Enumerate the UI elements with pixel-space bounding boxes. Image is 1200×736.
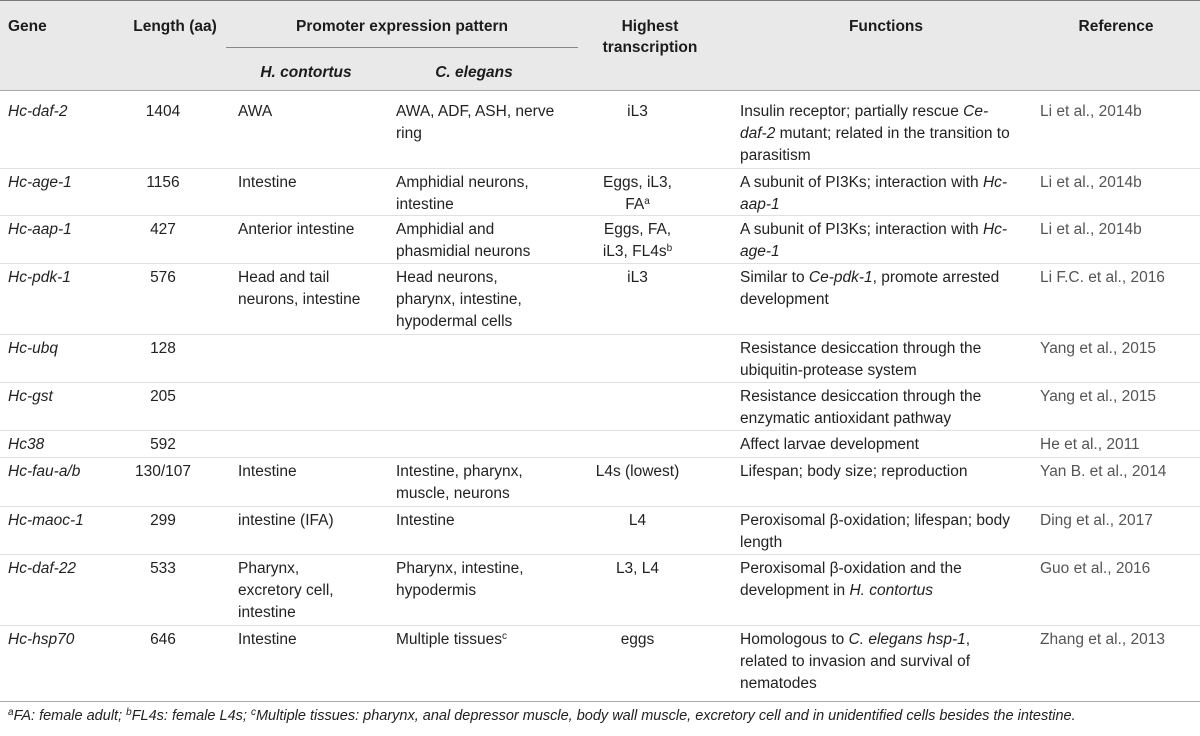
cell-transcription: Eggs, iL3, $FA^a$: [603, 174, 672, 213]
col-header-length: Length (aa): [133, 18, 217, 35]
cell-length: 130/107: [134, 463, 192, 480]
col-header-functions: Functions: [848, 18, 924, 35]
cell-hcontortus: Pharynx, excretory cell, intestine: [238, 560, 334, 621]
cell-hcontortus: Intestine: [238, 631, 297, 648]
cell-reference: Li et al., 2014b: [1040, 103, 1142, 120]
cell-function: Peroxisomal β-oxidation; lifespan; body length: [740, 512, 1010, 551]
cell-transcription: Eggs, FA, iL3, $FL4s^b$: [602, 221, 673, 260]
cell-transcription: L3, L4: [615, 560, 660, 577]
cell-gene: Hc-aap-1: [8, 221, 72, 238]
cell-reference: Yan B. et al., 2014: [1040, 463, 1167, 480]
cell-gene: Hc-pdk-1: [8, 269, 71, 286]
cell-function: Affect larvae development: [740, 436, 919, 453]
row-divider: [0, 168, 1200, 169]
row-divider: [0, 430, 1200, 431]
cell-reference: Ding et al., 2017: [1040, 512, 1153, 529]
cell-hcontortus: intestine (IFA): [238, 512, 334, 529]
cell-hcontortus: AWA: [238, 103, 273, 120]
table-footnote: $^a$FA: female adult; $^b$FL4s: female L4s; $^c$Multiple tissues: pharynx, anal depressor muscle, body wall muscle, excretory cell and in unidentified cells besides the intestine.: [8, 707, 1076, 724]
cell-length: 427: [150, 221, 176, 238]
cell-celegans: Intestine, pharynx, muscle, neurons: [396, 463, 523, 502]
row-divider: [0, 334, 1200, 335]
cell-function: Lifespan; body size; reproduction: [740, 463, 968, 480]
row-divider: [0, 554, 1200, 555]
cell-celegans: AWA, ADF, ASH, nerve ring: [396, 103, 555, 142]
cell-function: Resistance desiccation through the enzymatic antioxidant pathway: [740, 388, 982, 427]
row-divider: [0, 215, 1200, 216]
cell-reference: Zhang et al., 2013: [1040, 631, 1165, 648]
cell-hcontortus: Intestine: [238, 174, 297, 191]
cell-gene: Hc38: [8, 436, 45, 453]
cell-function: Similar to Ce-pdk-1, promote arrested development: [740, 269, 1000, 308]
cell-hcontortus: Intestine: [238, 463, 297, 480]
promoter-subheader-rule: [226, 47, 578, 48]
col-header-hcontortus: H. contortus: [260, 64, 352, 81]
cell-function: A subunit of PI3Ks; interaction with Hc-aap-1: [740, 174, 1008, 213]
cell-reference: Yang et al., 2015: [1040, 340, 1157, 357]
cell-celegans: Amphidial neurons, intestine: [396, 174, 529, 213]
cell-transcription: L4: [628, 512, 647, 529]
cell-length: 205: [150, 388, 176, 405]
top-rule: [0, 0, 1200, 1]
cell-function: Peroxisomal β-oxidation and the development in H. contortus: [740, 560, 962, 599]
cell-transcription: eggs: [620, 631, 655, 648]
cell-celegans: Head neurons, pharynx, intestine, hypodermal cells: [396, 269, 522, 330]
row-divider: [0, 625, 1200, 626]
cell-transcription: iL3: [627, 103, 648, 120]
cell-celegans: Amphidial and phasmidial neurons: [396, 221, 531, 260]
cell-celegans: Multiple tissues$^c$: [396, 631, 507, 648]
cell-gene: Hc-gst: [8, 388, 53, 405]
cell-reference: Li F.C. et al., 2016: [1040, 269, 1165, 286]
cell-reference: He et al., 2011: [1040, 436, 1140, 453]
cell-celegans: Pharynx, intestine, hypodermis: [396, 560, 524, 599]
cell-transcription: L4s (lowest): [595, 463, 680, 480]
cell-gene: Hc-fau-a/b: [8, 463, 81, 480]
col-header-promoter: Promoter expression pattern: [296, 18, 508, 35]
cell-reference: Li et al., 2014b: [1040, 221, 1142, 238]
header-rule: [0, 90, 1200, 91]
cell-hcontortus: Anterior intestine: [238, 221, 355, 238]
cell-reference: Yang et al., 2015: [1040, 388, 1157, 405]
cell-gene: Hc-daf-22: [8, 560, 77, 577]
col-header-celegans: C. elegans: [435, 64, 513, 81]
cell-gene: Hc-hsp70: [8, 631, 75, 648]
cell-length: 299: [150, 512, 176, 529]
cell-length: 533: [150, 560, 176, 577]
col-header-gene: Gene: [8, 18, 47, 35]
cell-celegans: Intestine: [396, 512, 455, 529]
cell-length: 1404: [145, 103, 181, 120]
cell-length: 128: [150, 340, 176, 357]
cell-reference: Li et al., 2014b: [1040, 174, 1142, 191]
cell-transcription: iL3: [627, 269, 648, 286]
cell-length: 1156: [146, 174, 180, 191]
cell-gene: Hc-ubq: [8, 340, 58, 357]
cell-gene: Hc-age-1: [8, 174, 72, 191]
cell-function: A subunit of PI3Ks; interaction with Hc-age-1: [740, 221, 1008, 260]
row-divider: [0, 382, 1200, 383]
cell-length: 592: [150, 436, 176, 453]
cell-reference: Guo et al., 2016: [1040, 560, 1151, 577]
cell-gene: Hc-maoc-1: [8, 512, 84, 529]
cell-function: Resistance desiccation through the ubiquitin-protease system: [740, 340, 982, 379]
col-header-highest-transcription: Highest transcription: [602, 18, 698, 56]
bottom-rule: [0, 701, 1200, 702]
cell-function: Homologous to C. elegans hsp-1, related to invasion and survival of nematodes: [740, 631, 971, 692]
cell-hcontortus: Head and tail neurons, intestine: [238, 269, 361, 308]
cell-length: 576: [150, 269, 176, 286]
row-divider: [0, 457, 1200, 458]
col-header-reference: Reference: [1078, 18, 1154, 35]
cell-gene: Hc-daf-2: [8, 103, 68, 120]
cell-length: 646: [150, 631, 176, 648]
row-divider: [0, 506, 1200, 507]
cell-function: Insulin receptor; partially rescue Ce-daf-2 mutant; related in the transition to parasitism: [740, 103, 1010, 164]
row-divider: [0, 263, 1200, 264]
